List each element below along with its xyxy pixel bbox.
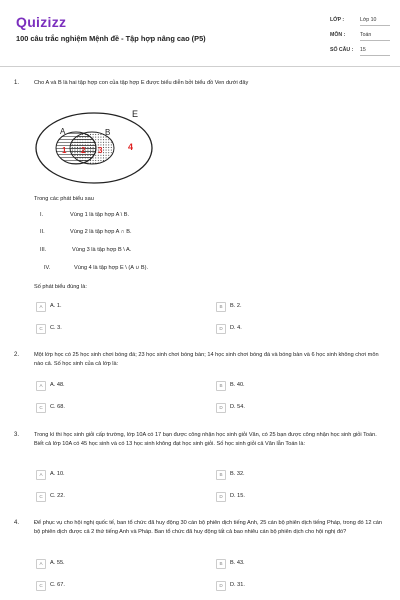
option-letter-box[interactable]: A xyxy=(36,470,46,480)
label-a: A xyxy=(60,127,66,136)
option-text: B. 32. xyxy=(230,470,245,477)
header-divider xyxy=(0,66,400,67)
question-1-ask: Số phát biểu đúng là: xyxy=(34,284,87,290)
question-2-number: 2. xyxy=(14,352,20,358)
option-text: B. 43. xyxy=(230,559,245,566)
option-letter-box[interactable]: B xyxy=(216,381,226,391)
statement-3-text: Vùng 3 là tập hợp B \ A. xyxy=(72,247,132,253)
venn-diagram xyxy=(32,102,158,188)
statement-1-text: Vùng 1 là tập hợp A \ B. xyxy=(70,212,130,218)
option-letter-box[interactable]: D xyxy=(216,492,226,502)
page-header xyxy=(0,0,400,62)
option-text: D. 4. xyxy=(230,324,242,331)
option-letter-box[interactable]: A xyxy=(36,381,46,391)
region-4-label: 4 xyxy=(128,142,134,152)
quizizz-logo: Quizizz xyxy=(16,14,67,30)
option-letter-box[interactable]: C xyxy=(36,324,46,334)
option-text: D. 54. xyxy=(230,403,245,410)
option-letter-box[interactable]: B xyxy=(216,470,226,480)
document-title: 100 câu trắc nghiệm Mệnh đề - Tập hợp nâng cao (P5) xyxy=(16,34,206,43)
option-text: A. 48. xyxy=(50,381,65,388)
subject-label: MÔN : xyxy=(330,32,346,38)
option-letter-box[interactable]: D xyxy=(216,324,226,334)
statement-1-roman: I. xyxy=(40,212,44,218)
class-value: Lớp 10 xyxy=(360,17,390,26)
region-3-label: 3 xyxy=(98,146,103,155)
option-text: C. 3. xyxy=(50,324,62,331)
question-1-number: 1. xyxy=(14,80,20,86)
option-letter-box[interactable]: C xyxy=(36,581,46,591)
statement-4-roman: IV. xyxy=(44,265,51,271)
option-text: C. 68. xyxy=(50,403,65,410)
option-letter-box[interactable]: A xyxy=(36,302,46,312)
option-text: C. 67. xyxy=(50,581,65,588)
question-2-text: Một lớp học có 25 học sinh chơi bóng đá; 23 học sinh chơi bóng bàn; 14 học sinh chơi bóng đá và bóng bàn và 6 học sinh không chơi môn nào cả. Số học sinh của cả lớp là: xyxy=(34,352,379,367)
region-2-label: 2 xyxy=(81,146,86,155)
question-1-text: Cho A và B là hai tập hợp con của tập hợp E được biểu diễn bởi biểu đồ Ven dưới đây xyxy=(34,80,249,86)
question-1-intro: Trong các phát biểu sau xyxy=(34,196,94,202)
option-letter-box[interactable]: B xyxy=(216,559,226,569)
option-text: A. 55. xyxy=(50,559,65,566)
option-letter-box[interactable]: D xyxy=(216,581,226,591)
option-text: D. 31. xyxy=(230,581,245,588)
option-text: B. 2. xyxy=(230,302,242,309)
question-3-number: 3. xyxy=(14,432,20,438)
question-count-value: 15 xyxy=(360,47,390,56)
option-text: D. 15. xyxy=(230,492,245,499)
subject-value: Toán xyxy=(360,32,390,41)
option-letter-box[interactable]: C xyxy=(36,492,46,502)
statement-3-roman: III. xyxy=(40,247,47,253)
option-text: B. 40. xyxy=(230,381,245,388)
region-1-label: 1 xyxy=(62,146,67,155)
statement-2-text: Vùng 2 là tập hợp A ∩ B. xyxy=(70,229,132,235)
option-letter-box[interactable]: D xyxy=(216,403,226,413)
statement-4-text: Vùng 4 là tập hợp E \ (A ∪ B). xyxy=(74,265,148,271)
option-letter-box[interactable]: C xyxy=(36,403,46,413)
question-4-text: Để phục vụ cho hội nghị quốc tế, ban tổ chức đã huy động 30 cán bộ phiên dịch tiếng Anh, 25 cán bộ phiên dịch tiếng Pháp, trong đó 12 cán bộ phiên dịch được cả 2 thứ tiếng Anh và Pháp. Ban tổ chức đã huy động tất cả bao nhiêu cán bộ phiên dịch cho hội nghị đó? xyxy=(34,520,383,535)
option-text: A. 10. xyxy=(50,470,65,477)
option-letter-box[interactable]: B xyxy=(216,302,226,312)
label-b: B xyxy=(105,128,111,137)
option-text: C. 22. xyxy=(50,492,65,499)
option-letter-box[interactable]: A xyxy=(36,559,46,569)
label-e: E xyxy=(132,109,139,119)
question-count-label: SỐ CÂU : xyxy=(330,47,354,53)
statement-2-roman: II. xyxy=(40,229,45,235)
option-text: A. 1. xyxy=(50,302,62,309)
question-3-text: Trong kì thi học sinh giỏi cấp trường, lớp 10A có 17 bạn được công nhận học sinh giỏi Văn, có 25 bạn được công nhận học sinh giỏi Toán. Biết cả lớp 10A có 45 học sinh và có 13 học sinh không đạt học sinh giỏi. Số học sinh giỏi cả Văn lẫn Toán là: xyxy=(34,432,377,447)
question-4-number: 4. xyxy=(14,520,20,526)
class-label: LỚP : xyxy=(330,17,345,23)
